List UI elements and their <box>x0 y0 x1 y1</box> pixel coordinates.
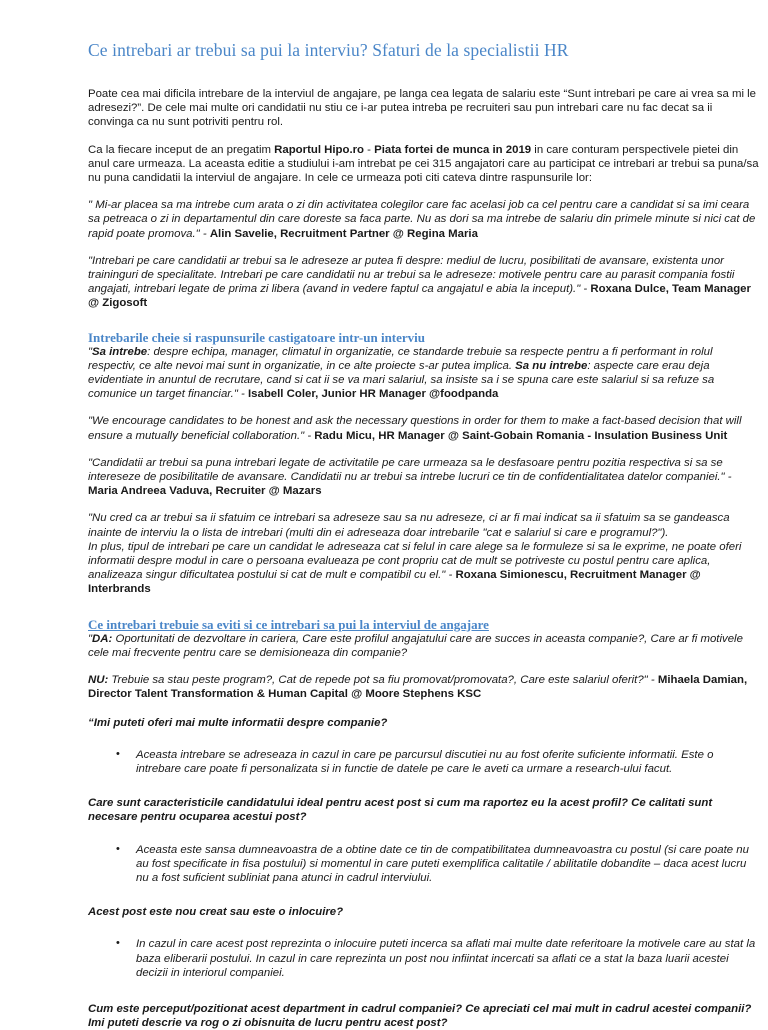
da-paragraph <box>88 632 760 660</box>
bullet-icon: • <box>116 842 120 855</box>
quote-simionescu <box>88 511 760 596</box>
answer-text: Aceasta intrebare se adreseaza in cazul in care pe parcursul discutiei nu au fost oferite suficiente informatii. Este o intrebare care poate fi personalizata si in functie de datele pe care le aveti ca urmare a research-ului facut. <box>136 748 714 775</box>
da-label: DA: <box>92 632 113 645</box>
question-new-post: Acest post este nou creat sau este o inlocuire? <box>88 906 344 919</box>
answer-text: In cazul in care acest post reprezinta o inlocuire puteti incerca sa aflati mai multe date referitoare la motivele care au stat la baza eliberarii postului. In cazul in care reprezinta un post nou infiintat incercati sa aflati ce a stat la baza luarii acestei decizii in interiorul companiei. <box>136 938 756 979</box>
section-heading-avoid-questions[interactable]: Ce intrebari trebuie sa eviti si ce intrebari sa pui la interviul de angajare <box>88 616 489 632</box>
quote-text: : despre echipa, manager, climatul in organizatie, ce standarde trebuie sa respecte pentru a fi performant in rolul respectiv, ce alte nevoi mai sunt in organizatie, in ce alte proiecte s-ar putea implica. <box>88 345 713 372</box>
quote-bold-label: Sa nu intrebe <box>515 359 588 372</box>
question-department: Cum este perceput/pozitionat acest department in cadrul companiei? Ce apreciati cel mai mult in cadrul acestei companii? Imi puteti descrie va rog o zi obisnuita de lucru pentru acest post? <box>88 1002 752 1030</box>
intro2-text: Ca la fiecare inceput de an pregatim <box>88 143 275 156</box>
list-item <box>88 843 760 886</box>
intro2-dash: - <box>364 143 375 156</box>
quote-dulce <box>88 254 760 311</box>
bullet-icon: • <box>116 937 120 950</box>
quote-vaduva <box>88 456 760 499</box>
quote-text: "Nu cred ca ar trebui sa ii sfatuim ce intrebari sa adreseze sau sa nu adreseze, ci ar fi mai indicat sa ii sfatuim sa se gandeasca inainte de interviu la o lista de intrebari (multi din ei adreseaza doar intrebarile "cat e salariul si care e programul?"). <box>88 512 730 539</box>
quote-open-mark: " <box>88 632 93 645</box>
quote-text: "Intrebari pe care candidatii ar trebui sa le adreseze ar putea fi despre: mediul de lucru, posibilitati de avansare, existenta unor traininguri de specialitate. Intrebari pe care candidatii nu ar trebui sa le adreseze: motivele pentru care au parasit compania fostii angajati, intrebari legate de prima zi libera (avand in vedere faptul ca angajatul e abia la inceput)." - <box>88 254 735 296</box>
quote-coler <box>88 345 760 402</box>
report-subtitle: Piata fortei de munca in 2019 <box>374 143 532 156</box>
quote-bold-label: Sa intrebe <box>92 345 148 358</box>
quote-micu <box>88 414 760 442</box>
quote-author: Alin Savelie, Recruitment Partner @ Regina Maria <box>209 227 478 240</box>
quote-author: Radu Micu, HR Manager @ Saint-Gobain Romania - Insulation Business Unit <box>314 429 728 442</box>
list-item <box>88 937 760 980</box>
quote-text: In plus, tipul de intrebari pe care un candidat le adreseaza cat si felul in care alege sa le formuleze si sa le exprime, ne poate oferi informatii despre modul in care o persoana evalueaza pe cont propriu cat de mult se potriveste cu postul pentru care aplica, analizeaza singur dificultatea postului si cat de mult e compatibil cu el." - <box>88 540 742 582</box>
question-company-info: “Imi puteti oferi mai multe informatii despre companie? <box>88 716 388 729</box>
quote-text: " Mi-ar placea sa ma intrebe cum arata o zi din activitatea colegilor care fac acelasi job ca cel pentru care a candidat si sa imi ceara sa petreaca o zi in departamentul din care doreste sa faca parte. Nu as dori sa ma intrebe de salariu din primele minute si nici cat de rapid poate promova." - <box>88 199 756 240</box>
bullet-icon: • <box>116 747 120 760</box>
quote-text: : aspecte care erau deja evidentiate in anuntul de recrutare, cand si cat ii se va mari salariul, sa insiste sa i se spuna care este salariul si sa refuze sa comunice un target financiar." - <box>88 359 715 401</box>
intro2-text-end: in care conturam perspectivele pietei din anul care urmeaza. La aceasta editie a studiului i-am intrebat pe cei 315 angajatori care au participat ce intrebari ar trebui sa puna/sa nu puna candidatii la interviul de angajare. In cele ce urmeaza poti citi cateva dintre raspunsurile lor: <box>88 143 759 185</box>
quote-author: Roxana Simionescu, Recruitment Manager @ Interbrands <box>88 569 701 596</box>
nu-label: NU: <box>88 674 109 687</box>
quote-text: "Candidatii ar trebui sa puna intrebari legate de activitatile pe care urmeaza sa le desfasoare pentru pozitia respectiva si sa se intereseze de posibilitatile de avansare. Candidatii nu ar trebui sa intrebe lucruri ce tin de confidentialitatea datelor companiei." - <box>88 456 732 484</box>
nu-paragraph <box>88 673 760 701</box>
intro-paragraph-1: Poate cea mai dificila intrebare de la interviul de angajare, pe langa cea legata de salariu este “Sunt intrebari pe care ai vrea sa mi le adresezi?”. De cele mai multe ori candidatii nu stiu ce i-ar putea intreba pe recruiteri sau pun intrebari care nu fac decat sa ii convinga ca nu sunt potriviti pentru rol. <box>88 88 757 129</box>
quote-savelie <box>88 198 760 241</box>
quote-author: Mihaela Damian, Director Talent Transformation & Human Capital @ Moore Stephens KSC <box>88 674 748 701</box>
quote-author: Maria Andreea Vaduva, Recruiter @ Mazars <box>88 485 322 498</box>
question-ideal-candidate: Care sunt caracteristicile candidatului ideal pentru acest post si cum ma raportez eu la acest profil? Ce calitati sunt necesare pentru ocuparea acestui post? <box>88 797 713 824</box>
list-item <box>88 748 760 776</box>
da-text: Oportunitati de dezvoltare in cariera, Care este profilul angajatului care are succes in aceasta companie?, Care ar fi motivele cele mai frecvente pentru care se demisioneaza din companie? <box>88 632 743 659</box>
quote-text: "We encourage candidates to be honest and ask the necessary questions in order for them to make a fact-based decision that will ensure a mutually beneficial collaboration." - <box>88 415 742 442</box>
section-heading-key-questions: Intrebarile cheie si raspunsurile castigatoare intr-un interviu <box>88 329 426 345</box>
article-body <box>88 40 760 1030</box>
quote-open-mark: " <box>88 345 93 358</box>
article-title: Ce intrebari ar trebui sa pui la interviu? Sfaturi de la specialistii HR <box>88 40 569 60</box>
intro-paragraph-2 <box>88 143 760 186</box>
nu-text: Trebuie sa stau peste program?, Cat de repede pot sa fiu promovat/promovata?, Care este salariul oferit?" - <box>108 674 658 687</box>
report-name: Raportul Hipo.ro <box>274 143 365 156</box>
quote-author: Isabell Coler, Junior HR Manager @foodpanda <box>248 388 499 401</box>
answer-text: Aceasta este sansa dumneavoastra de a obtine date ce tin de compatibilitatea dumneavoastra cu postul (si care poate nu au fost specificate in fisa postului) si momentul in care puteti exemplifica calitatile / abilitatile dobandite – daca acest lucru nu a fost suficient subliniat pana atunci in cadrul interviului. <box>136 843 749 884</box>
quote-author: Roxana Dulce, Team Manager @ Zigosoft <box>88 283 751 310</box>
